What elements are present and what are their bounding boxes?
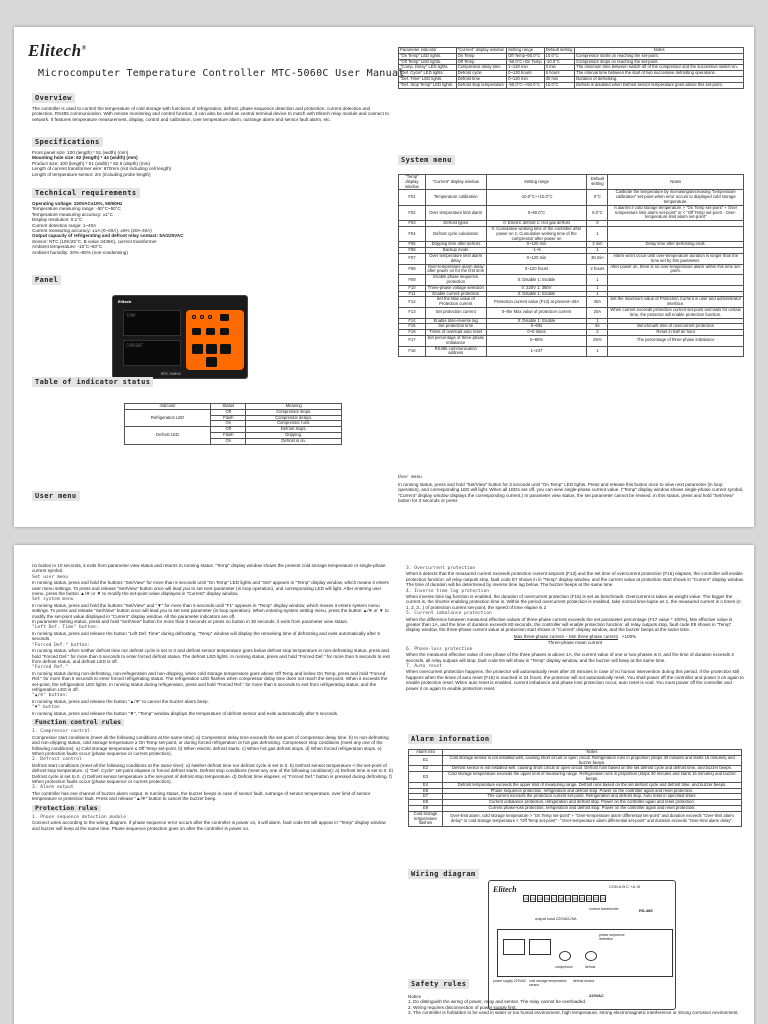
compressor-label: compressor [555, 965, 573, 969]
phase-detection-label: phase sequence detection [599, 933, 625, 941]
panel-model: MTC-5060C [161, 372, 182, 376]
table-cell: The percentage of three-phase imbalance [608, 335, 744, 346]
table-cell: "Def. Stop Temp" LED lights. [399, 82, 457, 88]
table-cell: F12 [399, 297, 426, 308]
table-cell: 5s [587, 324, 608, 330]
system-menu-heading: System menu [398, 155, 455, 165]
table-cell: 0°C [587, 190, 608, 205]
table-cell: 1 [587, 318, 608, 324]
table-cell: It alarms if cold storage temperature > "On Temp set-point" + Over temperature limit alarm set-point" or < "Off Temp set-point - Over-temperature limit alarm set-point" [608, 205, 744, 220]
safety-text: Notice 1. Do distinguish the wiring of power, relay and sensor. The relay cannot be overloaded. 2. Wiring requires disconnection of power supply first. 3. The controller is forbidden to be used in water or too humid environment, high temperature, strong electromagnetic interference or strong corrosion environment. [408, 994, 739, 1016]
overview-heading: Overview [32, 93, 75, 103]
wiring-terminal: 19 [566, 897, 570, 901]
table-cell: The interval time between the start of two successive defrosting operations. [575, 71, 744, 77]
temp-display: TEMP [123, 310, 181, 336]
table-cell: F07 [399, 253, 426, 264]
compressor-symbol [559, 951, 571, 961]
table-row [409, 755, 742, 766]
subheading: Set user menu [32, 574, 68, 580]
technical-heading: Technical requirements [32, 188, 140, 198]
table-cell: 5~80% [486, 335, 587, 346]
subheading: "Forced Def." button: [32, 642, 91, 648]
table-cell: Cold storage temperature flashes [409, 811, 443, 826]
paragraph: Compressor start conditions (meet all the following conditions at the same time): a) Compressor delay time exceeds the set-point of compressor delay time. b) In non-defrosting and non-dripping status, cold storage temperature ≥ On Temp set-point, or during forced refrigeration or hot gas defrosting. Compressor stop conditions (meet any one of the following conditions): a) Cold storage temperature ≤ Off Temp set-point. b) When electric defrost starts. c) When hot gas defrost stops. d) When forced refrigeration stops. e) When protection faults occur (phase sequence or current protection). [32, 734, 389, 756]
current-transformer-label: current transformer [589, 907, 619, 911]
sensor1-label: cold storage temperature sensor [529, 979, 567, 987]
paragraph: In running status, press and release the button "▲/❄" to cancel the buzzer alarm beep. [32, 698, 209, 704]
table-cell: Compressor starts on reaching the set-point. [575, 53, 744, 59]
status-led [192, 315, 196, 319]
paragraph: In running status during non-defrosting, non-refrigeration and non-dripping, when cold storage temperature goes above Off Temp and below On Temp, press and hold "Forced Ref." for more than 5 seconds to enter forced refrigerating status. The refrigeration LED flashes when compressor delay time does not reach the set-point. When it exceeds the set-point, the refrigeration LED lights. In running status during refrigeration, press and hold "Forced Ref." for more than 5 seconds to exit from refrigerating status, and the refrigeration LED is off. [32, 670, 388, 692]
wiring-terminal: 18 [559, 897, 563, 901]
paragraph: Connect wires according to the wiring diagram. If phase sequence error occurs after the controller is power on, it will alarm, fault code E6 will appear in "Temp" display window and buzzer will beep at the same time. Phase sequence protection goes on after the controller is power on. [32, 820, 386, 831]
table-cell: -10.0°C~+10.0°C [486, 190, 587, 205]
table-cell: -50.0°C~On Temp [507, 59, 545, 65]
wiring-heading: Wiring diagram [408, 869, 479, 879]
table-cell: 0~the Max value of protection current [486, 307, 587, 318]
table-cell: Phase sequence protection, refrigeration and defrost stop. Power on the controller again and reset protection. [443, 788, 742, 794]
table-cell: Cold storage sensor is not installed well, causing short circuit or open circuit. Refrigeration runs in proportion (stops 30 minutes and starts 15 minutes) and buzzer beeps. [443, 755, 742, 766]
table-cell: "On Temp" LED lights. [399, 53, 457, 59]
table-cell: 25% [587, 335, 608, 346]
subheading: 6. Phase-loss protection [406, 646, 473, 652]
table-cell: RS485 communication address [425, 346, 486, 357]
formula-multiplier: ×100% [621, 633, 637, 639]
table-cell: Current unbalance protection, refrigeration and defrost stop. Power on the controller again and reset protection. [443, 800, 742, 806]
table-cell: F17 [399, 335, 426, 346]
wiring-terminal: 15 [538, 897, 542, 901]
subheading: 5. Current imbalance protection [406, 611, 492, 617]
table-row [399, 190, 744, 205]
wiring-terminal: 24 [601, 897, 605, 901]
paragraph: Defrost start conditions (meet all the following conditions at the same time): a) Neither defrost time nor defrost cycle is set to 0. b) Defrost sensor temperature < the set-point of defrost stop temperature. c) "Def. Cycle" set-point elapses or forced defrost starts. Defrost stop conditions (meet any one of the following conditions): a) Defrost time is set to 0. b) Defrost cycle is set to 0. c) Defrost sensor temperature ≥ the set-point of defrost stop temperature. d) Defrost time elapses. e) "Forced Def." button is pressed during defrosting. f) When protection faults occur (phase sequence or current protection). [32, 762, 393, 785]
set-view-button[interactable] [220, 314, 229, 321]
paragraph: When the measured effective value of one phase of the three phases is above 1A, the current value of one or two phases is 0, and the time of duration exceeds 3 seconds, all relay outputs will stop, fault code E9 will show in "Temp" display window, and the buzzer will beep at the same time. [406, 652, 734, 663]
table-cell: 0~120 min [507, 76, 545, 82]
table-cell: 0: Disable 1: Enable [486, 275, 587, 286]
formula-denominator: Three-phase mean current [547, 640, 603, 646]
table-cell: Off Temp~50.0°C [507, 53, 545, 59]
wiring-diagram [488, 880, 676, 1010]
table-row [399, 264, 744, 275]
table-cell: Calibrate the temperature by increasing/decreasing "temperature calibration" set-point when error occurs to displayed cold storage temperature. [608, 190, 744, 205]
paragraph: In running status, press and hold the buttons "Set/View" and "▼" for more than 5 seconds until "F1" appears in "Temp" display window, which means it enters system menu settings. To press and release "Set/View" button once will lead you to set next parameter (in loop operation). When entering system setting menu, press the button ▲/❄ or ▼ to modify the set-point value displayed in "Current" display window. All the parameter indicators are off. [32, 602, 389, 619]
status-led [200, 315, 204, 319]
table-cell: 10.0°C [544, 53, 575, 59]
paragraph: In parameter setting status, press and hold "Set/View" button for more than 3 seconds or press no button in 30 seconds, it exits from parameter view status. [32, 619, 348, 625]
table-cell: 3 min [544, 65, 575, 71]
table-cell: E6 [409, 788, 443, 794]
table-cell: On Temp [456, 53, 507, 59]
controller-panel-image [112, 295, 248, 379]
table-cell: F10 [399, 285, 426, 291]
indicator-table: Indicator Status Meaning Refrigeration LED Off Compressor stops. Flash Compressor delays. On Compressor runs. Defrost LED Off Defrost stops. Flash Dripping. On Defrost is on. [124, 403, 342, 445]
table-row [399, 307, 744, 318]
table-cell: Alarm won't occur until over-temperature duration is longer than the time set by this parameter. [608, 253, 744, 264]
section-heading: Function control rules [32, 719, 124, 726]
wiring-terminal: 16 [545, 897, 549, 901]
table-cell: Enable current protection [425, 291, 486, 297]
technical-list: Operating voltage: 220VAC±10%, 50/60Hz Temperature measuring range: -50°C~50°C Temperature measuring accuracy: ±1°C Display resolution: 0.1°C Current detection range: 1~40A Current measuring accuracy: ±1A (0~20A), ±5% (20A-40A) Output capacity of refrigerating and defrost relay contact: 5A/220VAC Sensor: NTC (10K/25°C, B value 3435K), current transformer Ambient temperature: -15°C~60°C Ambient humidity: 20%~85% (non-condensing) [32, 201, 184, 255]
table-cell: Over temperature limit alarm [425, 205, 486, 220]
table-cell: Over-limit alarm, cold storage temperature > "On Temp set-point" + "Over-temperature alarm differential set-point" and duration exceeds "Over-limit alarm delay" or cold storage temperature < "Off Temp set-point" - "Over-temperature alarm differential set-point" and duration exceeds "Over-limit alarm delay". [443, 811, 742, 826]
defrost-label: defrost [585, 965, 596, 969]
wiring-terminal: 14 [531, 897, 535, 901]
power-supply-label: power supply 220VAC [493, 979, 527, 983]
table-cell: Enable phase sequence protection [425, 275, 486, 286]
table-cell: After power on, there is no over-temperature alarm within this time set-point. [608, 264, 744, 275]
table-cell: -10.0°C [544, 59, 575, 65]
table-cell: Three-phase voltage selection [425, 285, 486, 291]
table-cell: 2 [587, 330, 608, 336]
table-cell: E8 [409, 800, 443, 806]
table-row [399, 205, 744, 220]
table-cell: E2 [409, 766, 443, 772]
table-cell: Compressor stops on reaching the set-point. [575, 59, 744, 65]
paragraph: When inverse time lag function is enabled, the duration of overcurrent protection (F15) is set as benchmark. Overcurrent is taken as weight value. The bigger the current is, the shorter enabling protection time is. Within the period overcurrent protection is enabled, take normal time-lapse as 1, the measured current is n times (n: 1, 2, 3...) of protection current set-point, the speed of time elapse is 2 [406, 594, 742, 610]
section-heading: Protection rules [32, 805, 101, 812]
table-cell: 10.0°C [544, 82, 575, 88]
panel-brand: Elitech [118, 300, 132, 304]
table-cell: Duration of defrosting. [575, 76, 744, 82]
table-row [409, 811, 742, 826]
table-row [399, 253, 744, 264]
output-label: output load 220VAC/5A [535, 916, 577, 921]
table-cell: F04 [399, 226, 426, 241]
table-cell: E9 [409, 805, 443, 811]
user-menu-subheading: User menu [398, 475, 422, 480]
table-cell: Current phase-loss protection, refrigeration and defrost stop. Power on the controller again and reset protection. [443, 805, 742, 811]
table-cell: 0~120 hours [486, 264, 587, 275]
left-def-time-button[interactable] [192, 328, 201, 335]
table-cell: 1~120 min [507, 65, 545, 71]
panel-heading: Panel [32, 275, 61, 285]
table-row [399, 275, 744, 286]
sensor1-box [503, 939, 525, 955]
overview-text: The controller is used to control the temperature of cold storage with functions of refrigeration, defrost, phase sequence detection and protection, current detection and protection, RS485 communication. With remote monitoring and control function, it can also be used as central terminal device to match with Elitech relay module and connect to network. It features temperature measurement, display, control and calibration, over temperature alarm, outrange alarm and sensor fault alarm, etc. [32, 106, 389, 122]
subheading: 2. Defrost control [32, 757, 82, 763]
table-row [399, 346, 744, 357]
table-row [399, 297, 744, 308]
sensor2-label: defrost sensor [573, 979, 595, 983]
forced-ref-button[interactable] [220, 328, 229, 335]
wiring-terminal: 20 [573, 897, 577, 901]
table-cell: F09 [399, 275, 426, 286]
table-cell: "Comp. Delay" LED lights. [399, 65, 457, 71]
paragraph: When the difference between measured effective values of three-phase current exceeds the set parameter percentage (F17 value * 100%), Min effective value is greater than 1A, and the time of duration exceeds 60 seconds, the controller will enable protection function: all relay outputs stop, fault code E8 shows in "Temp" display window, the three-phase current value at protection start shows in "Current" display window, and the buzzer beeps at the same time. [406, 616, 733, 633]
table-cell: Over temperature limit alarm delay [425, 253, 486, 264]
button-panel [186, 310, 244, 370]
table-cell: Defrost cycle calculation [425, 226, 486, 241]
page2-right-column [406, 565, 744, 691]
table-cell: 1 [587, 248, 608, 254]
table-cell: Benchmark time of overcurrent protection [608, 324, 744, 330]
table-cell: 0~50.0°C [486, 205, 587, 220]
table-cell: Defrost is disabled when Defrost sensor temperature goes above this set-point. [575, 82, 744, 88]
subheading: "▼" button [32, 705, 60, 711]
manual-page-2 [14, 545, 754, 1024]
table-cell: 0~5 times [486, 330, 587, 336]
table-cell: Defrost sensor is not installed well, causing short circuit or open circuit. Defrost runs based on the set defrost cycle and defrost time, and buzzer beeps. [443, 766, 742, 772]
table-cell: 0~120 min [486, 242, 587, 248]
current-display: CURRENT [123, 340, 181, 366]
alarm-table: Alarm info Notes E1 Cold storage sensor is not installed well, causing short circuit or open circuit. Refrigeration runs in proportion (stops 30 minutes and starts 15 minutes) and buzzer beeps. E2 Defrost sensor is not installed well, causing short circuit or open circuit. Defrost runs based on the set defrost cycle and defrost time, and buzzer beeps. E3 Cold storage temperature exceeds the upper limit of measuring range. Refrigeration runs in proportion (stops 30 minutes and starts 15 minutes) and buzzer beeps. E4 Defrost temperature exceeds the upper limit of measuring range. Defrost runs based on the set defrost cycle and defrost time, and buzzer beeps. E6 Phase sequence protection, refrigeration and defrost stop. Power on the controller again and reset protection. E7 The current exceeds the protection current set-point. Refrigeration and defrost stop. Auto reset in specified times. E8 Current unbalance protection, refrigeration and defrost stop. Power on the controller again and reset protection. E9 Current phase-loss protection, refrigeration and defrost stop. Power on the controller again and reset protection. Cold storage temperature flashes Over-limit alarm, cold storage temperature > "On Temp set-point" + "Over-temperature alarm differential set-point" and duration exceeds "Over-limit alarm delay" or cold storage temperature < "Off Temp set-point" - "Over-temperature alarm differential set-point" and duration exceeds "Over-limit alarm delay". [408, 749, 742, 827]
sensor2-box [529, 939, 551, 955]
table-cell [608, 346, 744, 357]
con-label: CON A B C +A -B [609, 884, 641, 889]
table-cell: F01 [399, 190, 426, 205]
table-cell: 1 [587, 285, 608, 291]
table-cell: 0 [587, 221, 608, 227]
table-cell: F08 [399, 264, 426, 275]
aux-button[interactable] [206, 357, 217, 367]
table-cell: Backup mode [425, 248, 486, 254]
table-cell: 30 min [544, 76, 575, 82]
table-cell: -50.0°C~+50.0°C [507, 82, 545, 88]
table-cell: 0~120 min [486, 253, 587, 264]
indicator-heading: Table of indicator status [32, 377, 153, 387]
table-cell: -1~5 [486, 248, 587, 254]
subheading: "Left Def. Time" button: [32, 625, 99, 631]
table-cell [608, 226, 744, 241]
alarm-heading: Alarm information [408, 734, 492, 744]
table-cell: Dripping time after defrost [425, 242, 486, 248]
user-menu-table: Parameter indicator "Current" display window Setting range Default setting Notes "On Temp" LED lights. On Temp Off Temp~50.0°C 10.0°C Compressor starts on reaching the set-point. "Off Temp" LED lights. Off Temp -50.0°C~On Temp -10.0°C Compressor stops on reaching the set-point. "Comp. Delay" LED lights. Compressor delay time 1~120 min 3 min The minimum time between switch-off of the compressor and the successive switch-on. "Def. Cycle" LED lights. Defrost cycle 0~120 hours 6 hours The interval time between the start of two successive defrosting operations. "Def. Time" LED lights. Defrost time 0~120 min 30 min Duration of defrosting. "Def. Stop Temp" LED lights. Defrost stop temperature -50.0°C~+50.0°C 10.0°C Defrost is disabled when Defrost sensor temperature goes above this set-point. [398, 47, 744, 89]
specifications-heading: Specifications [32, 137, 103, 147]
subheading: 7. Auto reset [406, 663, 442, 669]
table-cell: E1 [409, 755, 443, 766]
table-cell: 0: Disable 1: Enable [486, 318, 587, 324]
paragraph: In running status, press and hold the buttons "Set/View" for more than 5 seconds until "On Temp" LED lights and "Set" appears in "Temp" display window, which means it enters user menu settings. To press and release "Set/View" button once will lead you to set next parameter (in loop operation), and corresponding LED will light. After entering user menu, press the button ▲/❄ or ▼ to modify the set-point value displayed in "Current" display window. [32, 580, 389, 597]
page2-left-column [32, 563, 394, 831]
table-cell: 1 [587, 275, 608, 286]
table-cell: 1~247 [486, 346, 587, 357]
formula [406, 634, 744, 646]
up-button[interactable] [192, 344, 203, 354]
paragraph: In running status, press and release the button "Left Def. Time" during defrosting, "Temp" window will display the remaining time of defrosting and exits automatically after 5 seconds. [32, 630, 380, 642]
table-cell: 2 hours [587, 264, 608, 275]
table-row [409, 772, 742, 783]
system-menu-table: "Temp" display window "Current" display window Setting range Default setting Notes F01 Temperature calibration -10.0°C~+10.0°C 0°C Calibrate the temperature by increasing/decreasing "temperature calibration" set-point when error occurs to displayed cold storage temperature. F02 Over temperature limit alarm 0~50.0°C 5.0°C It alarms if cold storage temperature > "On Temp set-point" + Over temperature limit alarm set-point" or < "Off Temp set-point - Over-temperature limit alarm set-point" F03 Defrost types 0: Electric defrost 1: Hot gas defrost 0 F04 Defrost cycle calculation 0: Cumulative working time of the controller after power on 1: Cumulative working time of the compressor after power on 1 F05 Dripping time after defrost 0~120 min 3 min Delay time after defrosting ends. F06 Backup mode -1~5 1 F07 Over temperature limit alarm delay 0~120 min 30 min Alarm won't occur until over-temperature duration is longer than the time set by this parameter. F08 Over-temperature alarm delay after power on for the first time 0~120 hours 2 hours After power on, there is no over-temperature alarm within this time set-point. F09 Enable phase sequence protection 0: Disable 1: Enable 1 F10 Three-phase voltage selection 0: 220V 1: 380V 1 F11 Enable current protection 0: Disable 1: Enable 1 F12 Set the Max value of Protection current Protection current value (F13) at present~40A 40A Set the maximum value of Protection Current in user and administrator interface. F13 Set protection current 0~the Max value of protection current 20A When current exceeds protection current set-point and lasts for certain time, the protector will enable protection function. F14 Enable time-reverse lag 0: Disable 1: Enable 1 F15 Set protection time 0~60s 5s Benchmark time of overcurrent protection F16 Times of overload auto reset 0~5 times 2 Reset in half an hour F17 Set percentage of three-phase imbalance 5~80% 25% The percentage of three-phase imbalance F18 RS485 communication address 1~247 1 [398, 174, 744, 357]
table-cell: Set the maximum value of Protection Current in user and administrator interface. [608, 297, 744, 308]
table-cell: E4 [409, 782, 443, 788]
table-cell: 0: Disable 1: Enable [486, 291, 587, 297]
subheading: 1. Phase sequence detection module [32, 815, 127, 821]
table-cell: Set the Max value of Protection current [425, 297, 486, 308]
table-cell: F16 [399, 330, 426, 336]
table-cell: Defrost temperature exceeds the upper limit of measuring range. Defrost runs based on the set defrost cycle and defrost time, and buzzer beeps. [443, 782, 742, 788]
table-cell: Set protection current [425, 307, 486, 318]
table-cell: Enable time-reverse lag [425, 318, 486, 324]
formula-numerator: Max three-phase current − Min three-phase current [513, 633, 618, 639]
defrost-symbol [585, 951, 597, 961]
table-cell: 0~120 hours [507, 71, 545, 77]
subheading: "▲/❄" button: [32, 693, 68, 699]
table-cell: 1 [587, 226, 608, 241]
table-cell: 0: 220V 1: 380V [486, 285, 587, 291]
wiring-terminal: 22 [587, 897, 591, 901]
table-cell: F06 [399, 248, 426, 254]
wiring-brand: Elitech [493, 885, 517, 894]
user-menu-text: In running status, press and hold "Set/View" button for 3 seconds until "On Temp" LED lights. Press and release this button once to view next parameter (in loop operation), and corresponding LED will light. When all LEDs are off, you can view single-phase current value. ("Temp" display window shows single-phase current symbol, "Current" display window displays the corresponding current.) In parameter view status, the set parameter cannot be revised. In this status, press and hold "Set/View" button for 3 seconds or press [398, 482, 744, 504]
table-cell: 5.0°C [587, 205, 608, 220]
table-cell: Defrost time [456, 76, 507, 82]
table-cell: Off Temp [456, 59, 507, 65]
wiring-terminal: 17 [552, 897, 556, 901]
mute-button[interactable] [220, 344, 231, 354]
table-cell: Protection current value (F13) at present~40A [486, 297, 587, 308]
table-cell: 6 hours [544, 71, 575, 77]
table-row [399, 82, 744, 88]
paragraph: no button in 10 seconds, it exits from parameter view status and returns to running status. "Temp" display window shows the present cold storage temperature or single-phase current symbol. [32, 563, 386, 574]
table-cell: Set percentage of three-phase imbalance [425, 335, 486, 346]
table-cell: 3 min [587, 242, 608, 248]
paragraph: When overcurrent protection happens, the protector will automatically reset after 30 minutes in case of no human intervention during this period. If the protection still happens when the times of auto reset (F16) is reached in 24 hours, the protector will not automatically reset. You shall power off the controller and power it on again to enable protection reset. When auto reset is enabled, current imbalance and phase loss protection occur, auto reset is void. You must power off the controller and power it on again to enable protection reset. [406, 669, 744, 691]
table-cell: 0: Cumulative working time of the controller after power on 1: Cumulative working time of the compressor after power on [486, 226, 587, 241]
table-cell: 1 [587, 291, 608, 297]
table-cell: Times of overload auto reset [425, 330, 486, 336]
table-cell: Defrost types [425, 221, 486, 227]
table-cell: F11 [399, 291, 426, 297]
subheading: Set system menu [32, 597, 74, 603]
subheading: "Forced Ref." [32, 665, 68, 671]
rs485-label: RS-485 [639, 908, 653, 913]
table-cell: "Def. Time" LED lights. [399, 76, 457, 82]
table-cell: 20A [587, 307, 608, 318]
table-cell: Reset in half an hour [608, 330, 744, 336]
forced-def-button[interactable] [206, 328, 215, 335]
table-cell: 0: Electric defrost 1: Hot gas defrost [486, 221, 587, 227]
supply-voltage-label: 220VAC [589, 993, 604, 998]
table-cell: The minimum time between switch-off of the compressor and the successive switch-on. [575, 65, 744, 71]
table-row [399, 335, 744, 346]
status-led [208, 315, 212, 319]
table-cell: Over-temperature alarm delay after power on for the first time [427, 263, 485, 274]
table-cell: "Def. Cycle" LED lights. [399, 71, 457, 77]
document-title: Microcomputer Temperature Controller MTC-5060C User Manual [38, 68, 405, 79]
table-cell: F02 [399, 205, 426, 220]
table-cell: Compressor delay time [456, 65, 507, 71]
subheading: 3. Overcurrent protection [406, 566, 476, 571]
wiring-terminal: 13 [524, 897, 528, 901]
safety-heading: Safety rules [408, 979, 469, 989]
table-cell: Defrost cycle [456, 71, 507, 77]
table-cell: F05 [399, 242, 426, 248]
paragraph: When it detects that the measured current exceeds protection current setpoint (F13) and the set time of overcurrent protection (F15) elapses, the controller will enable protection function: all relay outputs stop, fault code E7 shows in in "Temp" display window, and the current value at protection start shows in "Current" display window. The time of duration will be determined by inverse time lag below. The buzzer beeps at the same time. [406, 571, 744, 588]
table-cell: Cold storage temperature exceeds the upper limit of measuring range. Refrigeration runs in proportion (stops 30 minutes and starts 15 minutes) and buzzer beeps. [443, 772, 742, 783]
brand-logo: Elitech® [28, 41, 87, 60]
table-cell: 40A [587, 297, 608, 308]
table-cell: E7 [409, 794, 443, 800]
wiring-terminal: 21 [580, 897, 584, 901]
down-button[interactable] [206, 344, 217, 354]
user-menu-heading: User menu [32, 491, 80, 501]
paragraph: In running status, when neither defrost time nor defrost cycle is set to 0 and defrost sensor temperature goes below defrost stop temperature in non-defrosting status, press and hold "Forced Def." for more than 5 seconds to enter forced defrost status. The defrost LED lights. In running status, press and hold "Forced Def." for more than 5 seconds to exit from defrost status, and defrost LED is off. [32, 648, 390, 664]
specifications-list: Front panel size: 100 (length) * 51 (width) (mm) Mounting hole size: 92 (length) * 44 (width) (mm) Product size: 100 (length) * 51 (width) * 82.5 (depth) (mm) Length of current transformer wire: 670mm (not including cell length) Length of temperature sensor: 2m (including probe length) [32, 150, 172, 177]
table-cell: "Off Temp" LED lights. [399, 59, 457, 65]
subheading: 4. Inverse time lag protection [406, 588, 489, 594]
table-row [399, 226, 744, 241]
table-cell: 1 [587, 346, 608, 357]
table-cell: E3 [409, 772, 443, 783]
table-cell [608, 275, 744, 286]
paragraph: In running status, press and release the button "▼", "Temp" window displays the temperature of defrost sensor and exits automatically after 5 seconds. [32, 710, 339, 716]
table-cell: 30 min [587, 253, 608, 264]
paragraph: The controller has one channel of buzzer alarm output. In running status, the buzzer beeps in case of sensor fault, outrange of sensor temperature, over limit of sensor temperature or protection fault. Press and release "▲/❄" button to cancel the buzzer beep. [32, 790, 371, 802]
table-cell: Defrost stop temperature [456, 82, 507, 88]
wiring-terminal: 23 [594, 897, 598, 901]
manual-page-1 [14, 27, 754, 527]
table-cell: Delay time after defrosting ends. [608, 242, 744, 248]
table-cell: F13 [399, 307, 426, 318]
table-cell: Temperature calibration [425, 190, 486, 205]
table-cell: 0~60s [486, 324, 587, 330]
table-cell: The current exceeds the protection current set-point. Refrigeration and defrost stop. Auto reset in specified times. [443, 794, 742, 800]
table-cell: F18 [399, 346, 426, 357]
table-cell: When current exceeds protection current set-point and lasts for certain time, the protector will enable protection function. [608, 307, 744, 318]
subheading: 3. Alarm output [32, 785, 74, 791]
table-cell: F15 [399, 324, 426, 330]
table-cell: F03 [399, 221, 426, 227]
subheading: 1. Compressor control [32, 729, 91, 735]
table-cell: F14 [399, 318, 426, 324]
table-cell: Set protection time [425, 324, 486, 330]
